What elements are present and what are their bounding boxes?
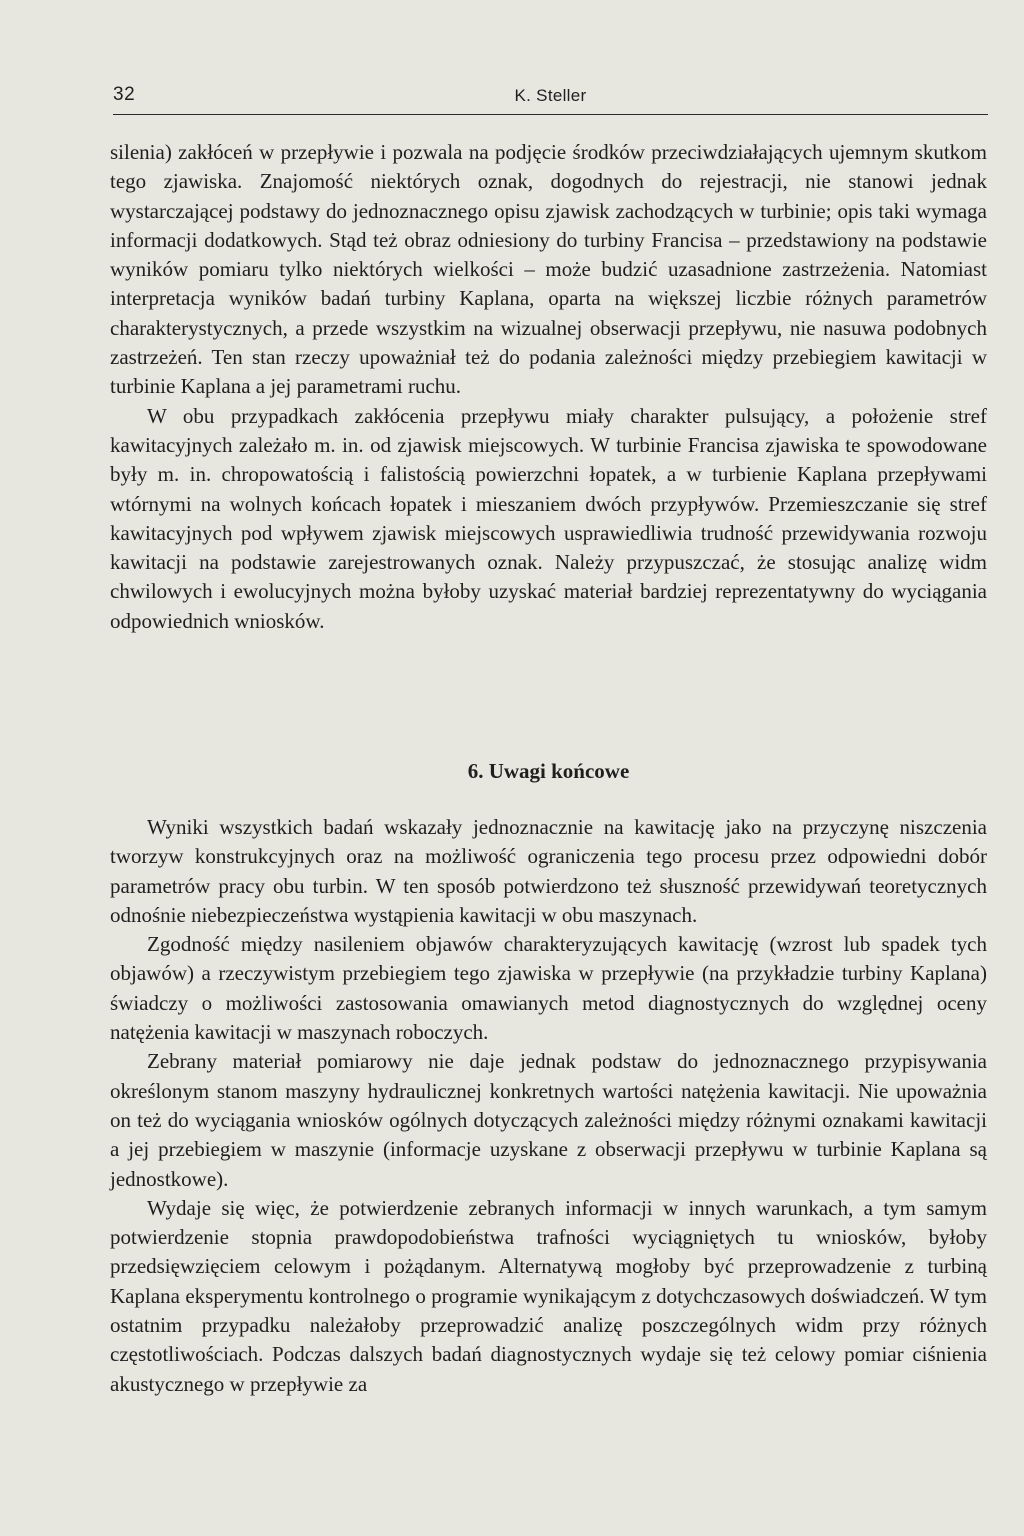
paragraph: Wydaje się więc, że potwierdzenie zebranych informacji w innych warunkach, a tym samym potwierdzenie stopnia prawdopodobieństwa trafności wyciągniętych tu wniosków, byłoby przedsięwzięciem celowym i pożądanym. Alternatywą mogłoby być przeprowadzenie z turbiną Kaplana eksperymentu kontrolnego o programie wynikającym z dotychczasowych doświadczeń. W tym ostatnim przypadku należałoby przeprowadzić analizę poszczególnych widm przy różnych częstotliwościach. Podczas dalszych badań diagnostycznych wydaje się też celowy pomiar ciśnienia akustycznego w przepływie za bbox=[110, 1195, 987, 1396]
body-text-top bbox=[110, 138, 987, 636]
paragraph: silenia) zakłóceń w przepływie i pozwala na podjęcie środków przeciwdziałających ujemnym skutkom tego zjawiska. Znajomość niektórych oznak, dogodnych do rejestracji, nie stanowi jednak wystarczającej podstawy do jednoznacznego opisu zjawisk zachodzących w turbinie; opis taki wymaga informacji dodatkowych. Stąd też obraz odniesiony do turbiny Francisa – przedstawiony na podstawie wyników pomiaru tylko niektórych wielkości – może budzić uzasadnione zastrzeżenia. Natomiast interpretacja wyników badań turbiny Kaplana, oparta na większej liczbie różnych parametrów charakterystycznych, a przede wszystkim na wizualnej obserwacji przepływu, nie nasuwa podobnych zastrzeżeń. Ten stan rzeczy upoważniał też do podania zależności między przebiegiem kawitacji w turbinie Kaplana a jej parametrami ruchu. bbox=[110, 140, 987, 399]
body-text-bottom bbox=[110, 813, 987, 1399]
paragraph: Zebrany materiał pomiarowy nie daje jednak podstaw do jednoznacznego przypisywania określonym stanom maszyny hydraulicznej konkretnych wartości natężenia kawitacji. Nie upoważnia on też do wyciągania wniosków ogólnych dotyczących zależności między różnymi oznakami kawitacji a jej przebiegiem w maszynie (informacje uzyskane z obserwacji przepływu w turbinie Kaplana są jednostkowe). bbox=[110, 1049, 987, 1191]
page-number: 32 bbox=[113, 84, 136, 105]
running-header-author: K. Steller bbox=[514, 86, 587, 105]
paragraph: Zgodność między nasileniem objawów charakteryzujących kawitację (wzrost lub spadek tych objawów) a rzeczywistym przebiegiem tego zjawiska w przepływie (na przykładzie turbiny Kaplana) świadczy o możliwości zastosowania omawianych metod diagnostycznych do względnej oceny natężenia kawitacji w maszynach roboczych. bbox=[110, 932, 987, 1045]
paragraph: Wyniki wszystkich badań wskazały jednoznacznie na kawitację jako na przyczynę niszczenia tworzyw konstrukcyjnych oraz na możliwość ograniczenia tego procesu przez odpowiedni dobór parametrów pracy obu turbin. W ten sposób potwierdzono też słuszność przewidywań teoretycznych odnośnie niebezpieczeństwa wystąpienia kawitacji w obu maszynach. bbox=[110, 815, 987, 927]
running-header bbox=[113, 80, 988, 115]
paragraph: W obu przypadkach zakłócenia przepływu miały charakter pulsujący, a położenie stref kawitacyjnych zależało m. in. od zjawisk miejscowych. W turbinie Francisa zjawiska te spowodowane były m. in. chropowatością i falistością powierzchni łopatek, a w turbienie Kaplana przepływami wtórnymi na wolnych końcach łopatek i mieszaniem dwóch przypływów. Przemieszczanie się stref kawitacyjnych pod wpływem zjawisk miejscowych usprawiedliwia trudność przewidywania rozwoju kawitacji na podstawie zarejestrowanych oznak. Należy przypuszczać, że stosując analizę widm chwilowych i ewolucyjnych można byłoby uzyskać materiał bardziej reprezentatywny do wyciągania odpowiednich wniosków. bbox=[110, 403, 987, 633]
section-heading: 6. Uwagi końcowe bbox=[467, 759, 630, 783]
